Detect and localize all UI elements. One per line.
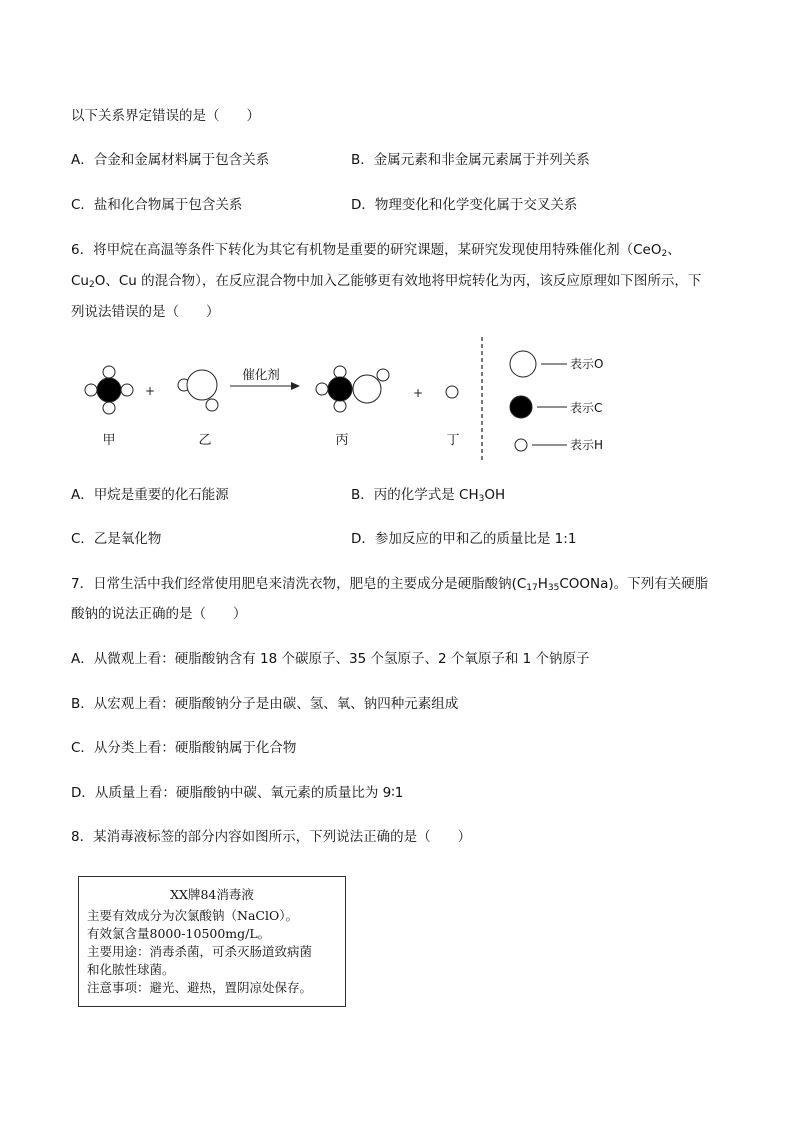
q5-stem: 以下关系界定错误的是（ ） [71, 108, 260, 124]
label-line: 注意事项：避光、避热，置阴凉处保存。 [87, 980, 313, 995]
q7-option-a: A．从微观上看：硬脂酸钠含有 18 个碳原子、35 个氢原子、2 个氧原子和 1 个钠原子 [71, 651, 590, 667]
legend-o-circle [510, 351, 536, 377]
q6-option-b: B．丙的化学式是 $CH_3OH$ [351, 487, 506, 504]
q7-option-b: B．从宏观上看：硬脂酸钠分子是由碳、氢、氧、钠四种元素组成 [71, 696, 459, 712]
molecule-bing [316, 366, 389, 412]
plus-sign-1: + [144, 384, 156, 398]
label-jia: 甲 [102, 433, 116, 448]
q7-option-c: C．从分类上看：硬脂酸钠属于化合物 [71, 740, 297, 756]
disinfectant-label [78, 876, 346, 1007]
label-ding: 丁 [446, 433, 460, 448]
q7-stem-line1: 7．日常生活中我们经常使用肥皂来清洗衣物，肥皂的主要成分是硬脂酸钠$(C_{17}H_{35}COONa)$。下列有关硬脂 [71, 576, 709, 593]
q5-option-b: B．金属元素和非金属元素属于并列关系 [351, 152, 590, 168]
legend-h-circle [515, 439, 527, 451]
molecule-ding [446, 386, 458, 398]
q6-option-d: D．参加反应的甲和乙的质量比是 1:1 [351, 531, 577, 547]
label-title: XX牌84消毒液 [170, 887, 254, 902]
legend-c-text: 表示C [570, 401, 603, 415]
molecule-jia [85, 366, 133, 414]
q8-stem: 8．某消毒液标签的部分内容如图所示，下列说法正确的是（ ） [71, 829, 472, 845]
legend-h-text: 表示H [570, 438, 604, 452]
q6-option-c: C．乙是氧化物 [71, 531, 162, 547]
q6-stem-line3: 列说法错误的是（ ） [71, 304, 220, 320]
label-yi: 乙 [198, 433, 212, 448]
legend-o-text: 表示O [570, 357, 604, 371]
q5-option-d: D．物理变化和化学变化属于交叉关系 [351, 197, 578, 213]
q6-stem-line2: $Cu_2O$、Cu 的混合物），在反应混合物中加入乙能够更有效地将甲烷转化为丙，该反应原理如下图所示，下 [71, 273, 702, 290]
label-bing: 丙 [335, 433, 349, 448]
legend-c-circle [510, 396, 532, 418]
q7-option-d: D．从质量上看：硬脂酸钠中碳、氧元素的质量比为 9∶1 [71, 785, 404, 801]
label-line: 和化脓性球菌。 [87, 962, 175, 977]
label-line: 有效氯含量8000-10500mg/L。 [87, 926, 271, 941]
reaction-diagram [70, 335, 730, 465]
q6-option-a: A．甲烷是重要的化石能源 [71, 487, 229, 503]
q7-stem-line2: 酸钠的说法正确的是（ ） [71, 606, 247, 622]
q5-option-a: A．合金和金属材料属于包含关系 [71, 152, 270, 168]
reaction-arrow [230, 382, 300, 390]
label-line: 主要有效成分为次氯酸钠（NaClO）。 [87, 908, 298, 923]
molecule-yi [178, 370, 218, 411]
catalyst-label: 催化剂 [242, 367, 280, 382]
q5-option-c: C．盐和化合物属于包含关系 [71, 197, 243, 213]
q6-stem-line1: 6．将甲烷在高温等条件下转化为其它有机物是重要的研究课题，某研究发现使用特殊催化剂（CeO$_2$、 [71, 242, 681, 259]
label-line: 主要用途：消毒杀菌，可杀灭肠道致病菌 [87, 944, 313, 959]
plus-sign-2: + [412, 386, 424, 400]
